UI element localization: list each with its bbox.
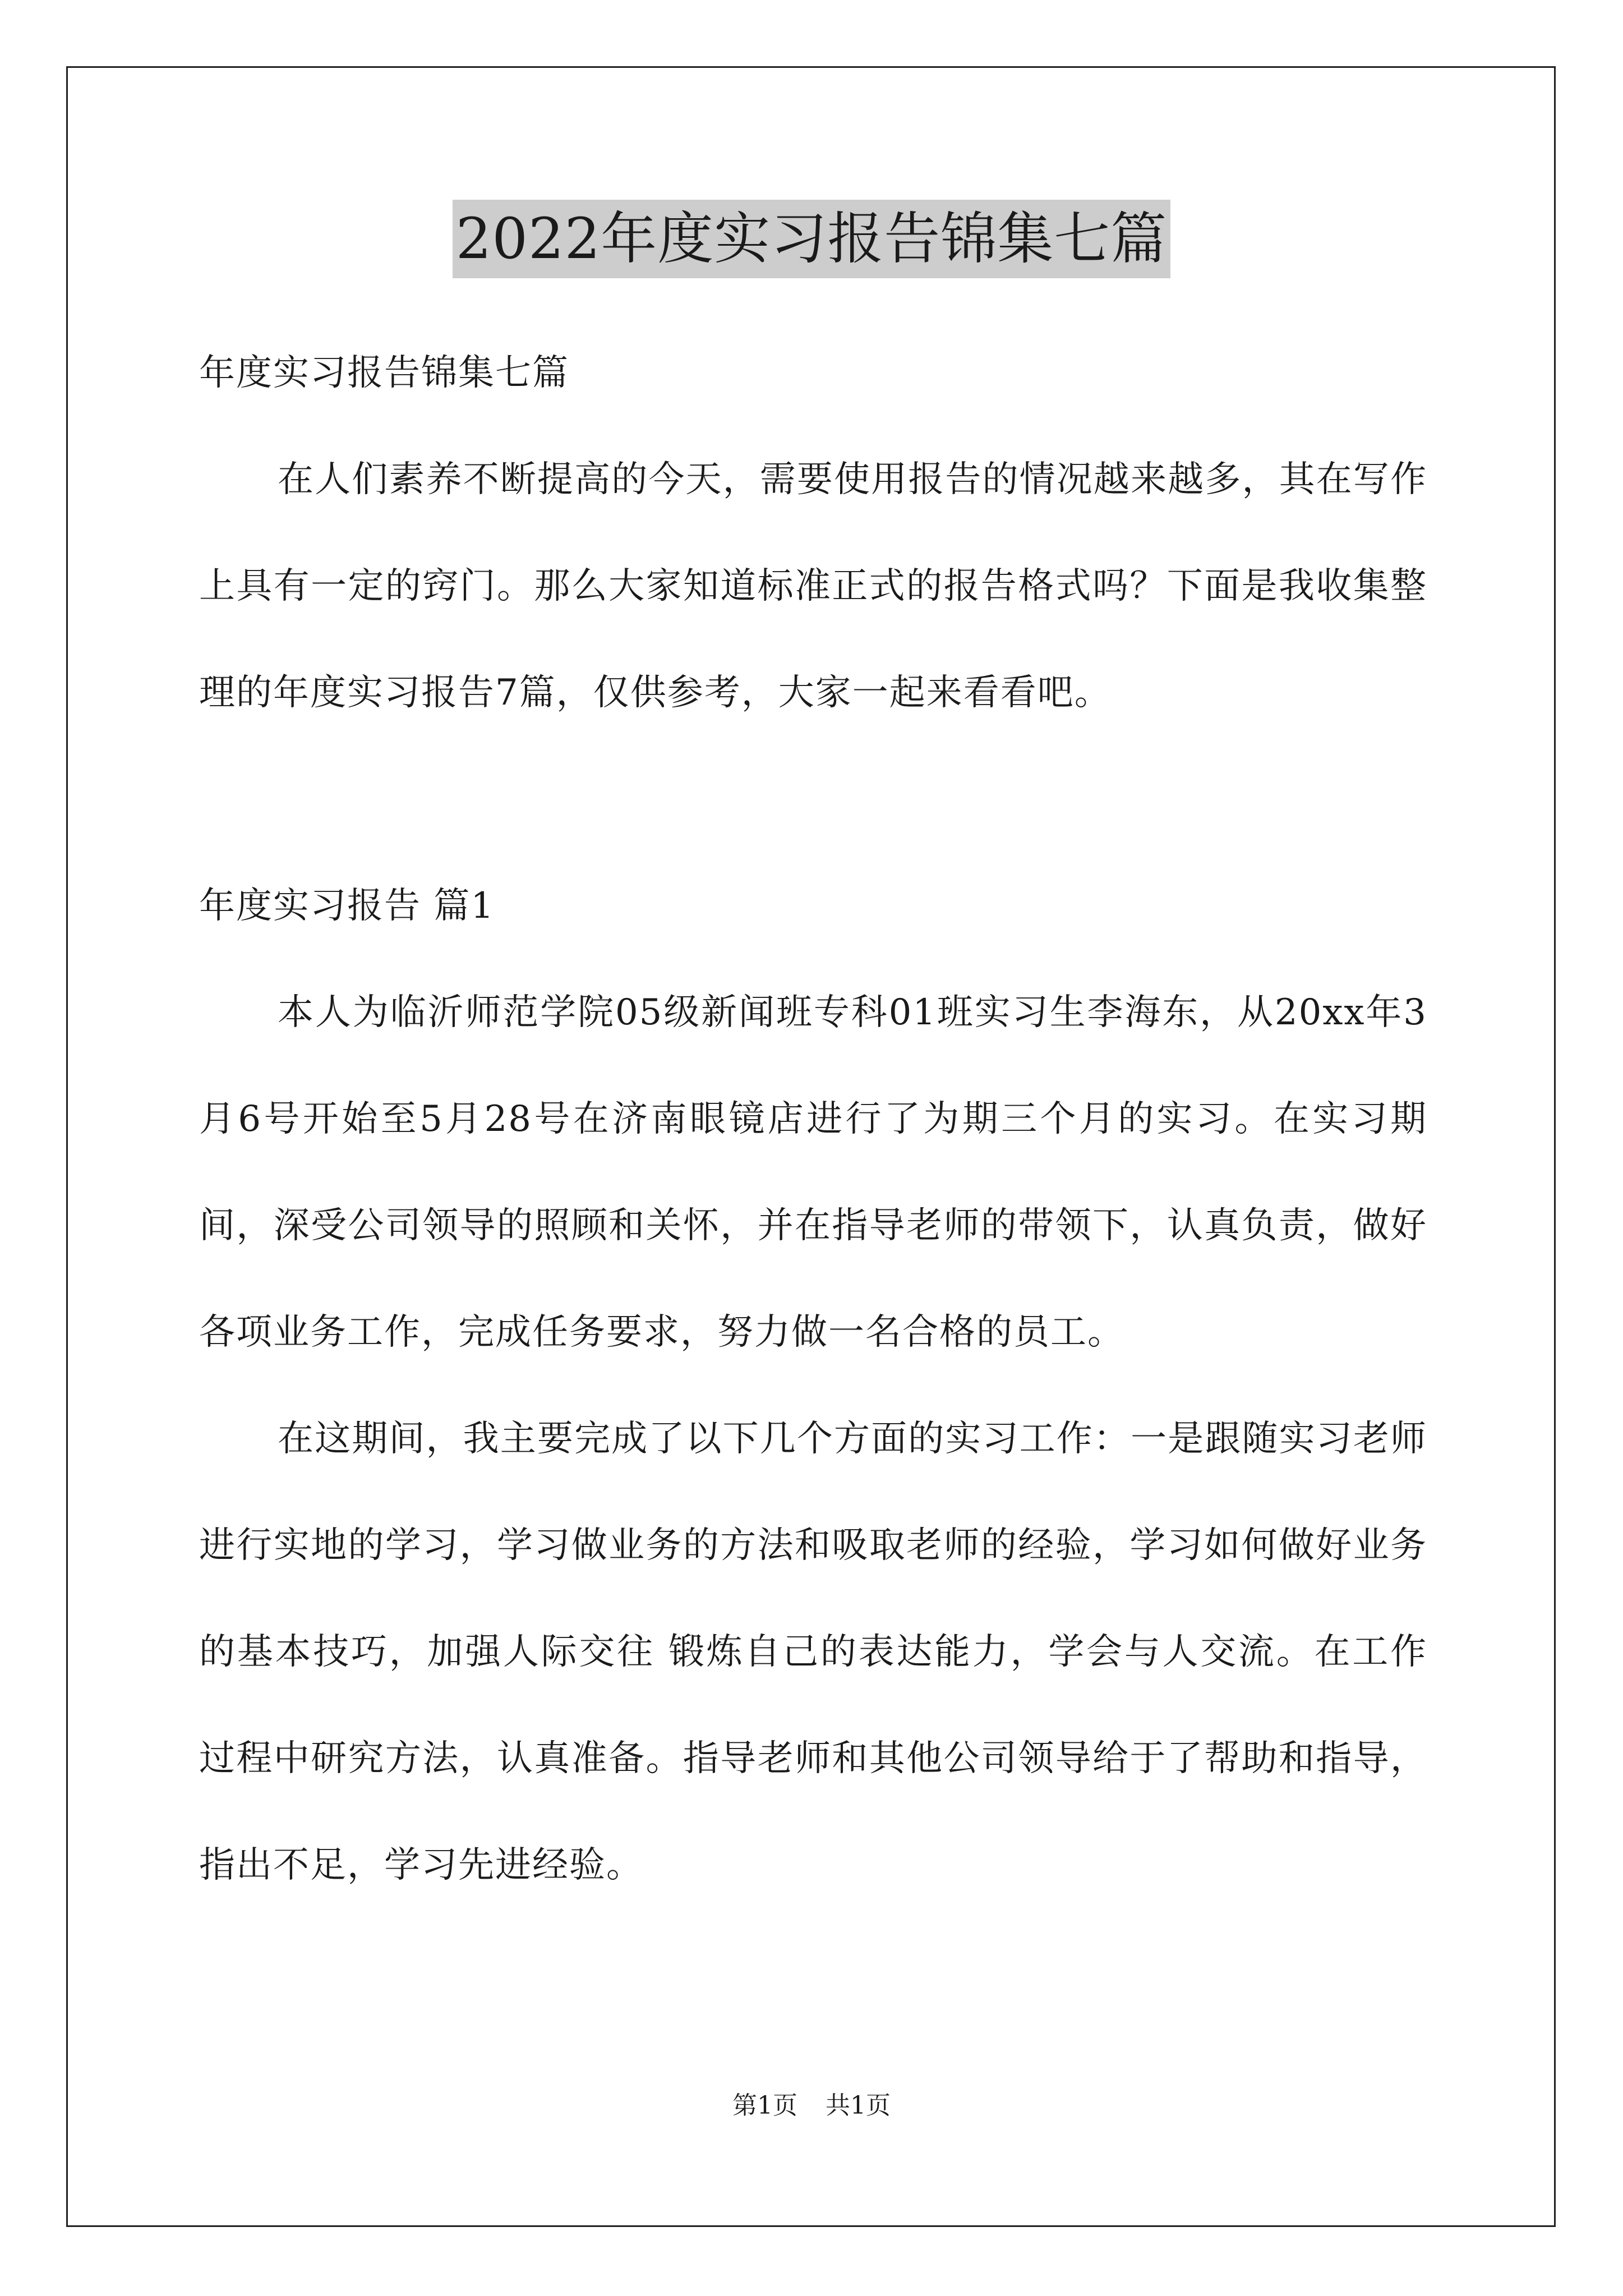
intro-paragraph: 在人们素养不断提高的今天，需要使用报告的情况越来越多，其在写作上具有一定的窍门。那么大家知道标准正式的报告格式吗？下面是我收集整理的年度实习报告7篇，仅供参考，大家一起来看看吧。 [199,459,1427,714]
document-subtitle: 年度实习报告锦集七篇 [199,352,569,394]
document-body [199,320,1427,1918]
body-paragraph-2: 在这期间，我主要完成了以下几个方面的实习工作：一是跟随实习老师进行实地的学习，学习做业务的方法和吸取老师的经验，学习如何做好业务的基本技巧，加强人际交往 锻炼自己的表达能力，学会与人交流。在工作过程中研究方法，认真准备。指导老师和其他公司领导给于了帮助和指导，指出不足，学习先进经验。 [199,1418,1427,1886]
page-total: 共1页 [826,2091,891,2120]
document-title: 2022年度实习报告锦集七篇 [453,200,1171,278]
body-paragraph-1: 本人为临沂师范学院05级新闻班专科01班实习生李海东，从20xx年3月6号开始至5月28号在济南眼镜店进行了为期三个月的实习。在实习期间，深受公司领导的照顾和关怀，并在指导老师的带领下，认真负责，做好各项业务工作，完成任务要求，努力做一名合格的员工。 [199,992,1427,1353]
page-footer [0,2089,1623,2123]
title-container [0,200,1623,278]
page-number: 第1页 [732,2091,797,2120]
section-heading: 年度实习报告 篇1 [199,885,495,927]
